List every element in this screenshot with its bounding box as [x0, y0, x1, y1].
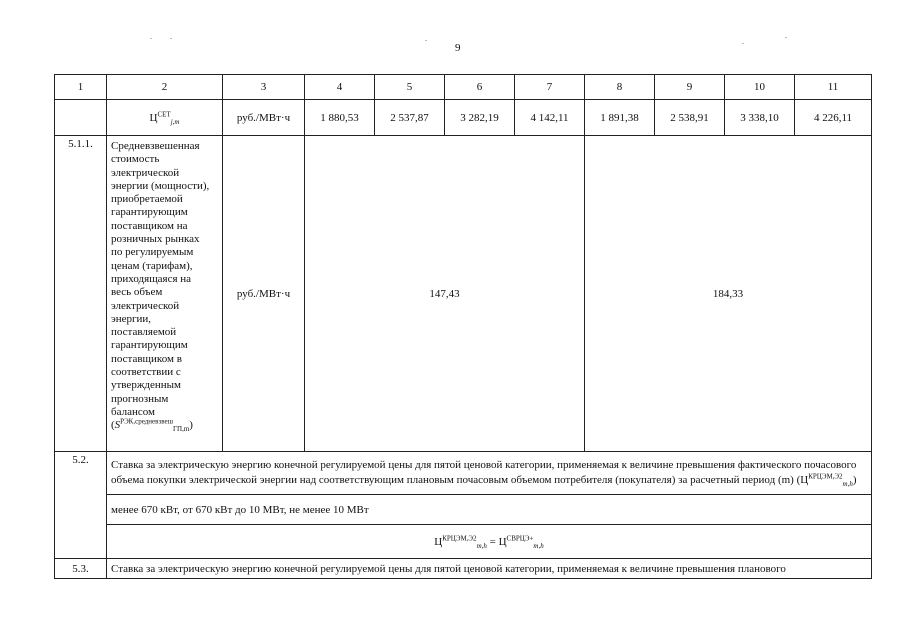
column-number: 1 — [55, 75, 107, 100]
column-number: 5 — [375, 75, 445, 100]
page-number: 9 — [455, 42, 461, 54]
description-line: поставщиком на — [111, 219, 188, 232]
description-line: розничных рынках — [111, 233, 200, 246]
row-5-2-description: Ставка за электрическую энергию конечной регулируемой цены для пятой ценовой категории, применяемая к величине превышения фактического почасового объема покупки электрической энергии над соответствующим плановым почасовым объемом потребителя (покупателя) за расчетный период (m) $(Ц^{КРЦЭМ,Э2}_{m,h})$ — [107, 452, 872, 495]
description-line: поставляемой — [111, 326, 177, 339]
scan-speck — [742, 43, 744, 44]
price-symbol: $Ц^{СЕТ}_{j,m}$ — [107, 100, 223, 136]
description-line: Средневзвешенная — [111, 140, 200, 152]
row-number: 5.2. — [55, 452, 107, 559]
description-line: электрической — [111, 166, 180, 179]
description-line: гарантирующим — [111, 339, 188, 352]
formula-row — [55, 525, 872, 559]
description-line: балансом — [111, 405, 155, 418]
description-line: энергии, — [111, 312, 152, 325]
formula: $Ц^{КРЦЭМ,Э2}_{m,h} = Ц^{СВРЦЭ+}_{m,h}$ — [107, 525, 872, 559]
price-value: 2 537,87 — [375, 100, 445, 136]
description-line: энергии (мощности), — [111, 179, 210, 192]
cost-value-group-1: 147,43 — [305, 136, 585, 452]
column-number: 2 — [107, 75, 223, 100]
price-value: 2 538,91 — [655, 100, 725, 136]
row-5-1-1 — [55, 136, 872, 452]
row-5-2 — [55, 452, 872, 495]
description-line: ценам (тарифам), — [111, 259, 193, 272]
scan-speck — [150, 38, 152, 39]
power-ranges: менее 670 кВт, от 670 кВт до 10 МВт, не менее 10 МВт — [107, 495, 872, 525]
description-line: прогнозным — [111, 392, 169, 405]
price-row — [55, 100, 872, 136]
description-line: стоимость — [111, 153, 160, 166]
description-line: электрической — [111, 299, 180, 312]
unit-cell: руб./МВт·ч — [223, 100, 305, 136]
scan-speck — [425, 40, 427, 41]
tariff-table — [54, 74, 872, 579]
price-value: 3 338,10 — [725, 100, 795, 136]
price-value: 4 226,11 — [795, 100, 872, 136]
column-number: 3 — [223, 75, 305, 100]
column-number-row — [55, 75, 872, 100]
row-5-3-description: Ставка за электрическую энергию конечной регулируемой цены для пятой ценовой категории, применяемая к величине превышения планового — [107, 559, 872, 579]
row-number — [55, 100, 107, 136]
price-value: 3 282,19 — [445, 100, 515, 136]
unit-cell: руб./МВт·ч — [223, 136, 305, 452]
column-number: 8 — [585, 75, 655, 100]
description-line: приходящаяся на — [111, 272, 192, 285]
scan-speck — [785, 37, 787, 38]
column-number: 7 — [515, 75, 585, 100]
column-number: 10 — [725, 75, 795, 100]
row-number: 5.1.1. — [55, 136, 107, 452]
description-line: поставщиком в — [111, 352, 182, 365]
row-description — [107, 136, 223, 452]
cost-value-group-2: 184,33 — [585, 136, 872, 452]
scan-speck — [170, 38, 172, 39]
power-range-row — [55, 495, 872, 525]
column-number: 6 — [445, 75, 515, 100]
balance-symbol: $(S^{РЭК,средневзвеш}_{ГП,m})$ — [111, 417, 193, 434]
description-lines — [111, 140, 218, 419]
description-line: гарантирующим — [111, 206, 188, 219]
description-line: весь объем — [111, 286, 163, 299]
price-value: 4 142,11 — [515, 100, 585, 136]
description-line: утвержденным — [111, 379, 182, 392]
price-value: 1 880,53 — [305, 100, 375, 136]
column-number: 11 — [795, 75, 872, 100]
price-value: 1 891,38 — [585, 100, 655, 136]
row-5-3 — [55, 559, 872, 579]
column-number: 4 — [305, 75, 375, 100]
row-number: 5.3. — [55, 559, 107, 579]
description-line: по регулируемым — [111, 246, 194, 259]
description-line: соответствии с — [111, 366, 181, 379]
column-number: 9 — [655, 75, 725, 100]
description-line: приобретаемой — [111, 193, 183, 206]
